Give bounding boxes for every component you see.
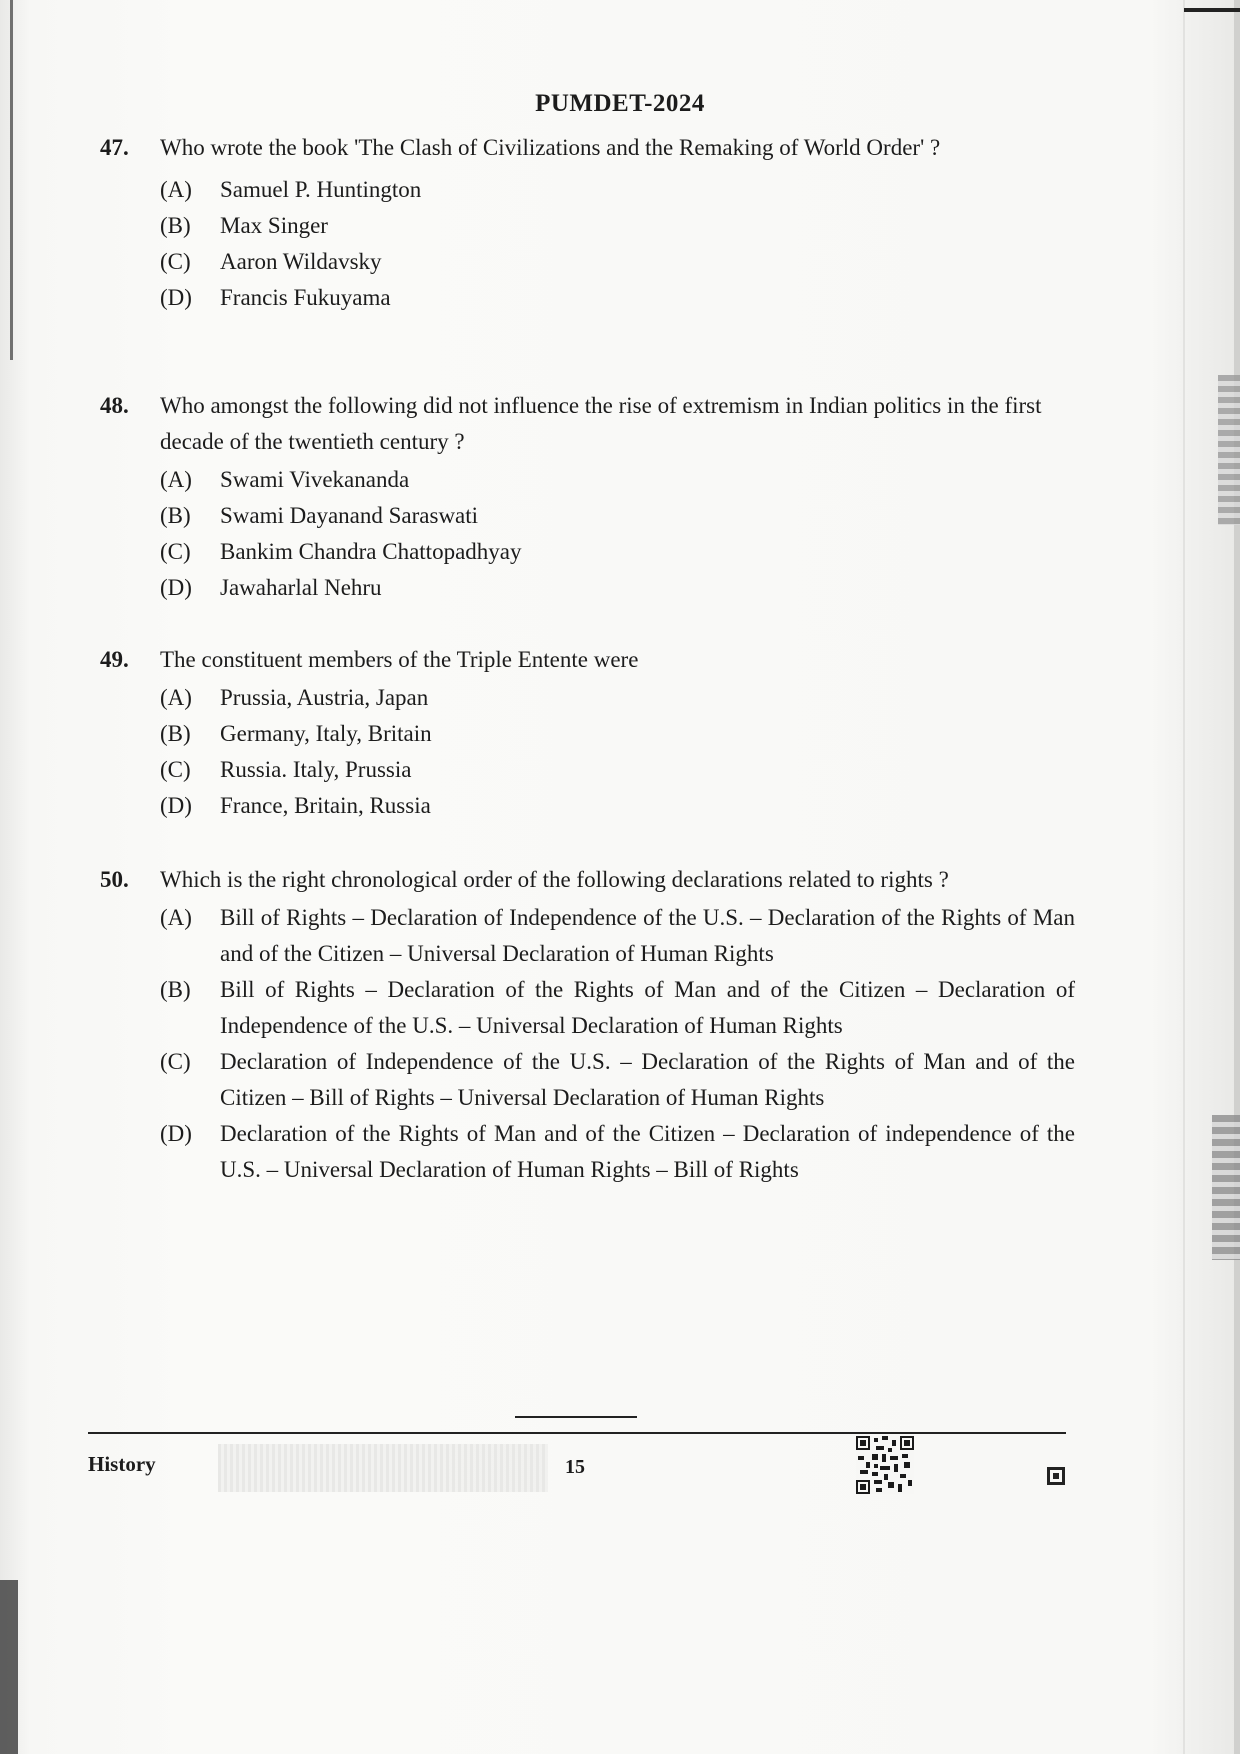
option-text: Aaron Wildavsky — [220, 249, 382, 274]
option-text: Swami Dayanand Saraswati — [220, 503, 479, 528]
option-a — [160, 172, 1075, 208]
options-list — [160, 172, 1075, 316]
option-a — [160, 462, 1075, 498]
qr-code-icon — [856, 1436, 914, 1494]
option-text: Jawaharlal Nehru — [220, 575, 382, 600]
option-d — [160, 1116, 1075, 1188]
question-stem: Who amongst the following did not influence the rise of extremism in Indian politics in the first decade of the twentieth century ? — [160, 393, 1042, 454]
question-number: 49. — [100, 647, 129, 672]
option-label: (D) — [160, 1121, 192, 1146]
options-list — [160, 900, 1075, 1188]
option-label: (D) — [160, 793, 192, 818]
question-50 — [100, 862, 1075, 1188]
barcode-bleed — [218, 1444, 548, 1492]
option-label: (A) — [160, 905, 192, 930]
option-c — [160, 752, 1075, 788]
option-label: (A) — [160, 685, 192, 710]
option-a — [160, 900, 1075, 972]
option-text: Swami Vivekananda — [220, 467, 410, 492]
option-d — [160, 788, 1075, 824]
option-label: (D) — [160, 285, 192, 310]
option-b — [160, 208, 1075, 244]
options-list — [160, 462, 1075, 606]
option-b — [160, 498, 1075, 534]
page-fold-line — [1183, 0, 1185, 1754]
option-text: Max Singer — [220, 213, 328, 238]
option-text: Declaration of the Rights of Man and of the Citizen – Declaration of independence of the U.S. – Universal Declaration of Human Rights – Bill of Rights — [220, 1121, 1075, 1182]
page-header-title: PUMDET-2024 — [535, 90, 705, 117]
question-stem: The constituent members of the Triple Entente were — [160, 647, 639, 672]
scan-edge-shadow-bottom — [0, 1580, 18, 1754]
page-number: 15 — [565, 1456, 585, 1478]
question-number: 47. — [100, 135, 129, 160]
page-edge — [1234, 0, 1240, 1754]
question-48 — [100, 388, 1075, 606]
option-text: Bill of Rights – Declaration of the Rights of Man and of the Citizen – Declaration of Independence of the U.S. – Universal Declaration of Human Rights — [220, 977, 1075, 1038]
option-text: Prussia, Austria, Japan — [220, 685, 429, 710]
footer-short-rule — [515, 1416, 637, 1418]
question-49 — [100, 642, 1075, 824]
option-text: Russia. Italy, Prussia — [220, 757, 412, 782]
option-label: (C) — [160, 249, 191, 274]
option-label: (D) — [160, 575, 192, 600]
option-c — [160, 1044, 1075, 1116]
option-text: Declaration of Independence of the U.S. – Declaration of the Rights of Man and of the Citizen – Bill of Rights – Universal Declaration of Human Rights — [220, 1049, 1075, 1110]
option-text: Bill of Rights – Declaration of Independence of the U.S. – Declaration of the Rights of Man and of the Citizen – Universal Declaration of Human Rights — [220, 905, 1075, 966]
option-text: Samuel P. Huntington — [220, 177, 422, 202]
option-text: Francis Fukuyama — [220, 285, 391, 310]
footer-subject: History — [88, 1452, 156, 1476]
option-label: (A) — [160, 467, 192, 492]
question-number: 50. — [100, 867, 129, 892]
option-d — [160, 570, 1075, 606]
option-c — [160, 534, 1075, 570]
option-b — [160, 716, 1075, 752]
binding-edge-mark-lower — [1212, 1115, 1240, 1260]
option-b — [160, 972, 1075, 1044]
option-label: (C) — [160, 539, 191, 564]
option-label: (B) — [160, 503, 191, 528]
option-label: (C) — [160, 757, 191, 782]
option-d — [160, 280, 1075, 316]
question-stem: Which is the right chronological order of the following declarations related to rights ? — [160, 867, 949, 892]
option-c — [160, 244, 1075, 280]
option-text: Germany, Italy, Britain — [220, 721, 432, 746]
option-label: (B) — [160, 721, 191, 746]
question-stem: Who wrote the book 'The Clash of Civilizations and the Remaking of World Order' ? — [160, 135, 941, 160]
option-label: (B) — [160, 213, 191, 238]
option-text: Bankim Chandra Chattopadhyay — [220, 539, 522, 564]
option-text: France, Britain, Russia — [220, 793, 431, 818]
square-marker-icon — [1047, 1467, 1065, 1485]
corner-mark — [1184, 8, 1240, 12]
option-label: (A) — [160, 177, 192, 202]
options-list — [160, 680, 1075, 824]
scan-edge-shadow — [10, 0, 13, 360]
binding-edge-mark — [1218, 375, 1240, 525]
footer-rule — [88, 1432, 1066, 1434]
question-number: 48. — [100, 393, 129, 418]
question-47 — [100, 130, 1075, 316]
option-a — [160, 680, 1075, 716]
option-label: (B) — [160, 977, 191, 1002]
option-label: (C) — [160, 1049, 191, 1074]
